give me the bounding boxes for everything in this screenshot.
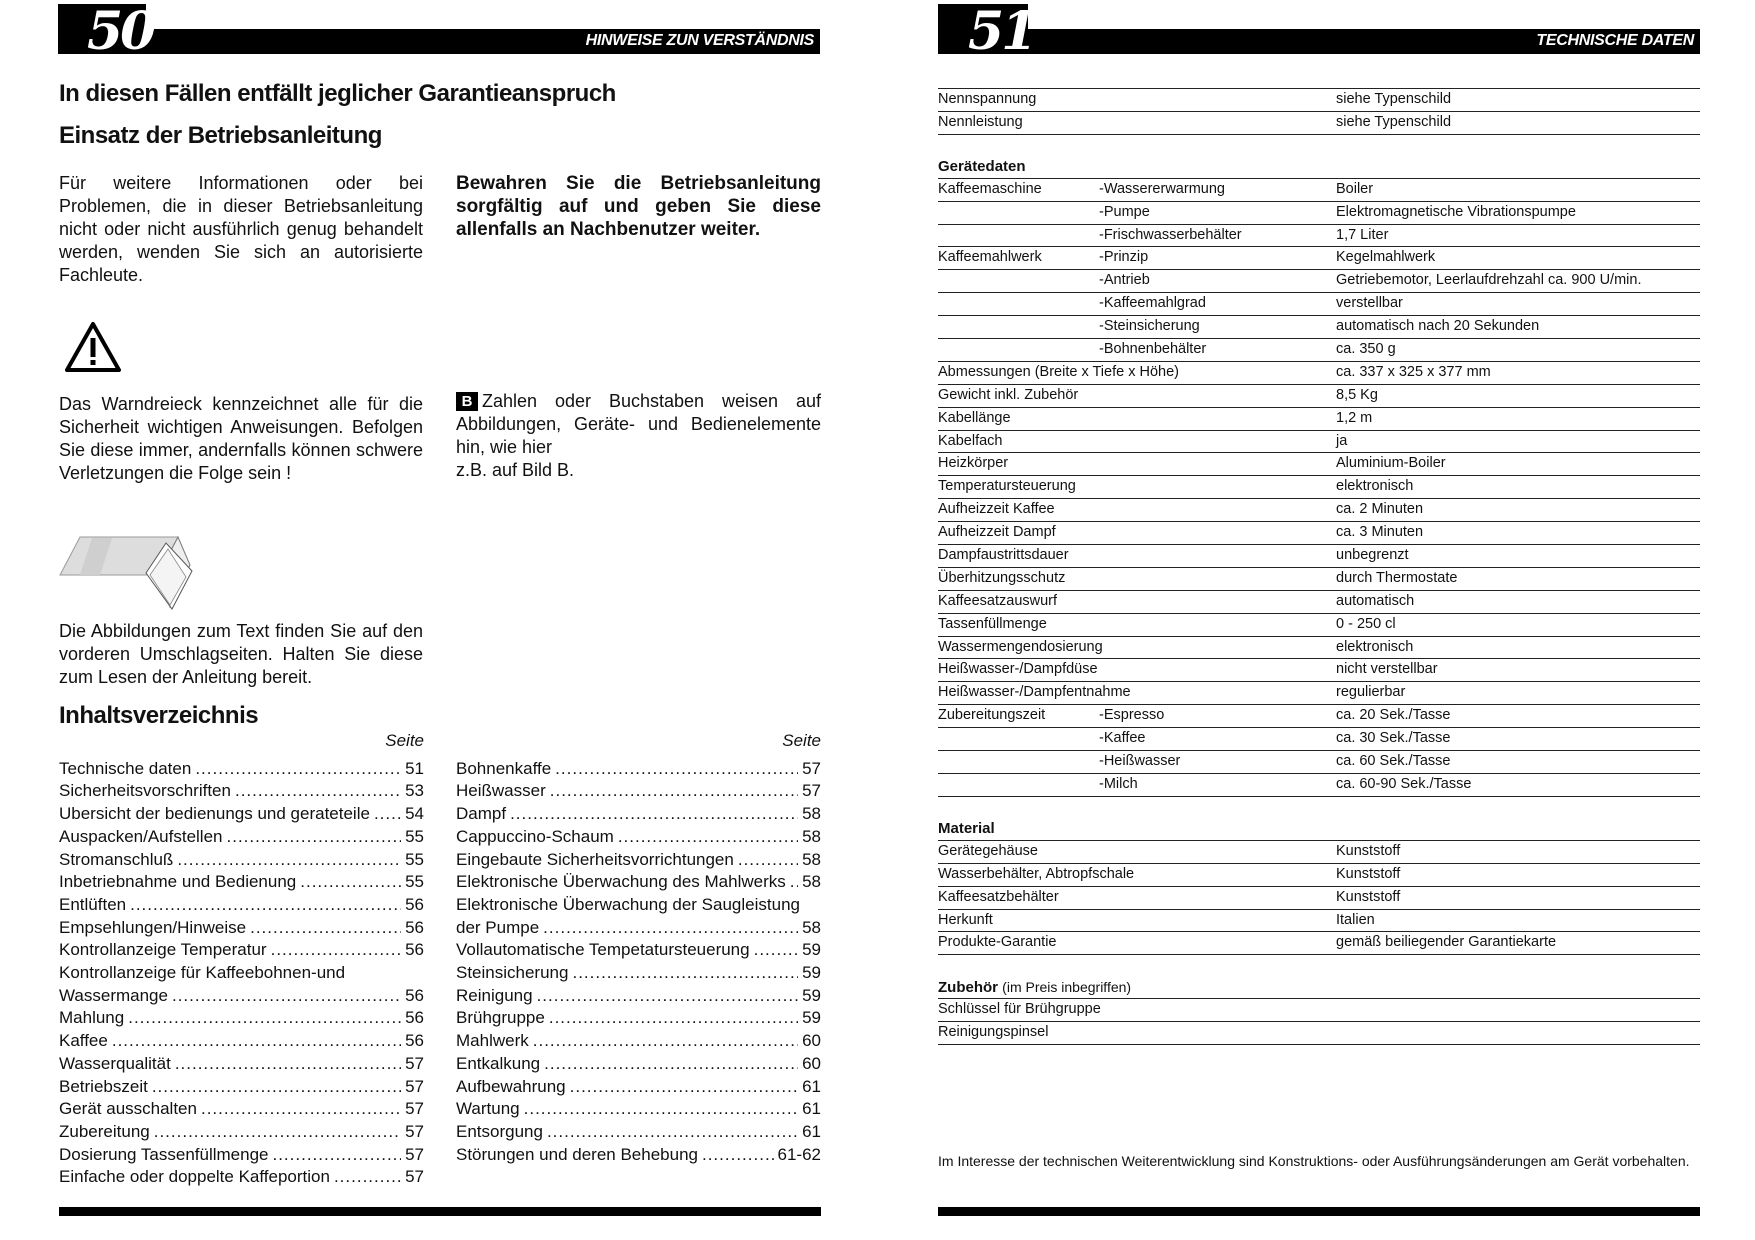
toc-dot-leader xyxy=(300,871,401,894)
toc-seite-label: Seite xyxy=(385,731,424,750)
toc-dot-leader xyxy=(754,939,798,962)
spec-value: Aluminium-Boiler xyxy=(1336,455,1446,472)
spec-value: siehe Typenschild xyxy=(1336,113,1452,130)
toc-entry-title: Kaffee xyxy=(59,1031,108,1051)
toc-entry xyxy=(59,780,424,803)
spec-label: Heißwasser-/Dampfentnahme xyxy=(938,684,1131,701)
toc-dot-leader xyxy=(334,1166,401,1189)
spec-value: ca. 2 Minuten xyxy=(1336,501,1424,518)
toc-entry-page: 59 xyxy=(802,1008,821,1028)
spec-value: ca. 350 g xyxy=(1336,341,1396,358)
toc-entry-title: Aufbewahrung xyxy=(456,1076,566,1096)
warning-triangle-icon xyxy=(64,321,122,373)
toc-entry xyxy=(59,1166,424,1189)
spec-label: Dampfaustrittsdauer xyxy=(938,547,1069,564)
toc-dot-leader xyxy=(544,1053,798,1076)
spec-label: Heißwasser-/Dampfdüse xyxy=(938,661,1098,678)
spec-row xyxy=(938,887,1700,910)
toc-entry xyxy=(456,780,821,803)
header-bar xyxy=(938,29,1700,54)
toc-dot-leader xyxy=(510,803,798,826)
toc-entry-title: Heißwasser xyxy=(456,781,546,801)
toc-dot-leader xyxy=(271,939,401,962)
toc-entry-title: Inbetriebnahme und Bedienung xyxy=(59,872,297,892)
toc-entry xyxy=(456,758,821,781)
spec-row xyxy=(938,841,1700,864)
toc-dot-leader xyxy=(227,826,402,849)
toc-entry-title: Kontrollanzeige für Kaffeebohnen-und xyxy=(59,963,346,983)
spec-value: ca. 60-90 Sek./Tasse xyxy=(1336,775,1472,792)
spec-value: ca. 20 Sek./Tasse xyxy=(1336,707,1451,724)
toc-entry xyxy=(456,849,821,872)
toc-entry-page: 57 xyxy=(802,781,821,801)
toc-entry xyxy=(456,803,821,826)
spec-value: automatisch nach 20 Sekunden xyxy=(1336,318,1540,335)
toc-entry-page: 59 xyxy=(802,985,821,1005)
toc-entry xyxy=(456,1030,821,1053)
spec-value: Elektromagnetische Vibrationspumpe xyxy=(1336,203,1576,220)
toc-entry xyxy=(59,1030,424,1053)
toc-entry-title: Steinsicherung xyxy=(456,963,569,983)
spec-label: Schlüssel für Brühgruppe xyxy=(938,1001,1101,1018)
toc-seite-label: Seite xyxy=(782,731,821,750)
toc-entry-page: 55 xyxy=(405,872,424,892)
toc-dot-leader xyxy=(547,1121,798,1144)
toc-entry-page: 57 xyxy=(405,1076,424,1096)
spec-sub-label: -Wassererwarmung xyxy=(1099,180,1225,197)
toc-dot-leader xyxy=(235,780,401,803)
spec-row xyxy=(938,568,1700,591)
spec-row xyxy=(938,179,1700,202)
toc-dot-leader xyxy=(804,894,817,917)
toc-entry xyxy=(456,985,821,1008)
header-bar xyxy=(58,29,820,54)
spec-row xyxy=(938,339,1700,362)
spec-row xyxy=(938,728,1700,751)
spec-row xyxy=(938,1022,1700,1045)
toc-entry-title: Dampf xyxy=(456,804,507,824)
spec-value: Kunststoff xyxy=(1336,842,1401,859)
toc-entry-title: Sicherheitsvorschriften xyxy=(59,781,231,801)
spec-value: elektronisch xyxy=(1336,478,1414,495)
spec-row xyxy=(938,89,1700,112)
toc-entry xyxy=(59,894,424,917)
spec-label: Gerätegehäuse xyxy=(938,842,1038,859)
letter-badge: B xyxy=(456,392,478,411)
toc-entry-title: Dosierung Tassenfüllmenge xyxy=(59,1144,269,1164)
spec-value: ca. 30 Sek./Tasse xyxy=(1336,730,1451,747)
toc-entry-page: 56 xyxy=(405,1031,424,1051)
toc-entry-page: 58 xyxy=(802,917,821,937)
spec-sub-label: -Kaffee xyxy=(1099,730,1146,747)
spec-row xyxy=(938,431,1700,454)
spec-label: Kabellänge xyxy=(938,409,1011,426)
spec-row xyxy=(938,751,1700,774)
spec-row xyxy=(938,659,1700,682)
toc-entry xyxy=(456,962,821,985)
toc-dot-leader xyxy=(154,1121,401,1144)
toc-entry xyxy=(456,826,821,849)
toc-entry-page: 53 xyxy=(405,781,424,801)
spec-row xyxy=(938,932,1700,955)
toc-entry-page: 55 xyxy=(405,826,424,846)
header-title: HINWEISE ZUN VERSTÄNDNIS xyxy=(585,32,814,49)
spec-value: 0 - 250 cl xyxy=(1336,615,1396,632)
toc-entry-title: Technische daten xyxy=(59,758,192,778)
toc-dot-leader xyxy=(177,849,401,872)
spec-value: ca. 60 Sek./Tasse xyxy=(1336,753,1451,770)
spec-value: Kunststoff xyxy=(1336,888,1401,905)
toc-dot-leader xyxy=(201,1098,401,1121)
toc-entry-title: Empsehlungen/Hinweise xyxy=(59,917,247,937)
spec-label: Gewicht inkl. Zubehör xyxy=(938,386,1079,403)
toc-entry xyxy=(59,1121,424,1144)
toc-dot-leader xyxy=(537,985,799,1008)
spec-sub-label: -Heißwasser xyxy=(1099,753,1181,770)
toc-entry-page: 57 xyxy=(405,1121,424,1141)
spec-row xyxy=(938,682,1700,705)
page-number: 51 xyxy=(968,1,1035,62)
material-section xyxy=(938,841,1700,955)
spec-sub-label: -Milch xyxy=(1099,775,1138,792)
spec-value: Kegelmahlwerk xyxy=(1336,249,1436,266)
spec-row xyxy=(938,247,1700,270)
toc-entry-page: 58 xyxy=(802,804,821,824)
toc-dot-leader xyxy=(524,1098,798,1121)
spec-value: nicht verstellbar xyxy=(1336,661,1438,678)
device-section xyxy=(938,179,1700,797)
accessories-heading-label: Zubehör xyxy=(938,979,998,997)
spec-row xyxy=(938,522,1700,545)
toc-entry-page: 56 xyxy=(405,917,424,937)
toc-entry-title: Ubersicht der bedienungs und gerateteile xyxy=(59,804,370,824)
spec-row xyxy=(938,362,1700,385)
spec-label: Kaffeesatzbehälter xyxy=(938,888,1059,905)
accessories-note: (im Preis inbegriffen) xyxy=(1002,979,1132,996)
toc-entry-page: 57 xyxy=(405,1099,424,1119)
toc-entry xyxy=(59,871,424,894)
toc-entry xyxy=(59,758,424,781)
spec-row xyxy=(938,293,1700,316)
spec-label: Kaffeemaschine xyxy=(938,180,1042,197)
warning-paragraph: Das Warndreieck kennzeichnet alle für die Sicherheit wichtigen Anweisungen. Befolgen Sie diese immer, andernfalls können schwere Verletzungen die Folge sein ! xyxy=(59,394,423,483)
toc-entry-page: 61-62 xyxy=(777,1144,821,1164)
spec-value: ca. 337 x 325 x 377 mm xyxy=(1336,363,1491,380)
spec-sub-label: -Pumpe xyxy=(1099,203,1150,220)
toc-heading: Inhaltsverzeichnis xyxy=(59,702,259,729)
toc-entry-page: 58 xyxy=(802,826,821,846)
spec-sub-label: -Espresso xyxy=(1099,707,1165,724)
footnote: Im Interesse der technischen Weiterentwicklung sind Konstruktions- oder Ausführungsänderungen am Gerät vorbehalten. xyxy=(938,1153,1690,1169)
bottom-rule xyxy=(59,1207,821,1216)
toc-dot-leader xyxy=(272,1144,401,1167)
spec-row xyxy=(938,999,1700,1022)
toc-dot-leader xyxy=(349,962,420,985)
spec-sub-label: -Frischwasserbehälter xyxy=(1099,226,1242,243)
toc-entry xyxy=(59,962,424,985)
spec-row xyxy=(938,270,1700,293)
spec-value: verstellbar xyxy=(1336,295,1403,312)
spec-label: Abmessungen (Breite x Tiefe x Höhe) xyxy=(938,363,1179,380)
accessories-heading xyxy=(938,976,1700,999)
spec-row xyxy=(938,453,1700,476)
toc-entry-page: 56 xyxy=(405,894,424,914)
bottom-rule xyxy=(938,1207,1700,1216)
spec-row xyxy=(938,774,1700,797)
toc-entry xyxy=(59,1076,424,1099)
toc-entry xyxy=(456,1121,821,1144)
spec-value: elektronisch xyxy=(1336,638,1414,655)
spec-value: durch Thermostate xyxy=(1336,569,1458,586)
toc-entry-page: 51 xyxy=(405,758,424,778)
toc-entry-title: Störungen und deren Behebung xyxy=(456,1144,698,1164)
toc-dot-leader xyxy=(533,1030,798,1053)
illustrations-paragraph: Die Abbildungen zum Text finden Sie auf den vorderen Umschlagseiten. Halten Sie diese zum Lesen der Anleitung bereit. xyxy=(59,621,423,687)
toc-entry-title: Elektronische Überwachung der Saugleistung xyxy=(456,894,800,914)
spec-row xyxy=(938,591,1700,614)
spec-label: Überhitzungsschutz xyxy=(938,569,1066,586)
toc-dot-leader xyxy=(152,1076,401,1099)
spec-row xyxy=(938,864,1700,887)
toc-dot-leader xyxy=(130,894,401,917)
toc-entry xyxy=(456,894,821,917)
spec-row xyxy=(938,112,1700,135)
toc-entry-page: 60 xyxy=(802,1031,821,1051)
spec-value: siehe Typenschild xyxy=(1336,91,1452,107)
toc-entry xyxy=(456,1053,821,1076)
spec-value: ja xyxy=(1336,432,1348,449)
toc-dot-leader xyxy=(550,780,798,803)
toc-entry-title: Betriebszeit xyxy=(59,1076,148,1096)
spec-row xyxy=(938,202,1700,225)
letters-text: Zahlen oder Buchstaben weisen auf Abbildungen, Geräte- und Bedienelemente hin, wie hier xyxy=(456,391,821,457)
toc-entry xyxy=(456,1076,821,1099)
spec-sub-label: -Bohnenbehälter xyxy=(1099,341,1207,358)
toc-entry-title: Vollautomatische Tempetatursteuerung xyxy=(456,940,750,960)
spec-value: ca. 3 Minuten xyxy=(1336,524,1424,541)
spec-row xyxy=(938,545,1700,568)
toc-entry xyxy=(59,1007,424,1030)
right-page xyxy=(878,0,1755,1240)
spec-row xyxy=(938,225,1700,248)
spec-label: Reinigungspinsel xyxy=(938,1024,1049,1041)
toc-entry-page: 61 xyxy=(802,1121,821,1141)
spec-sub-label: -Kaffeemahlgrad xyxy=(1099,295,1206,312)
toc-dot-leader xyxy=(790,871,798,894)
spec-label: Kaffeemahlwerk xyxy=(938,249,1042,266)
toc-entry-page: 57 xyxy=(405,1144,424,1164)
spec-value: 1,2 m xyxy=(1336,409,1373,426)
toc-entry xyxy=(456,871,821,894)
toc-entry-title: Entsorgung xyxy=(456,1121,543,1141)
spec-label: Aufheizzeit Dampf xyxy=(938,524,1056,541)
toc-entry-page: 58 xyxy=(802,849,821,869)
toc-entry xyxy=(59,826,424,849)
keep-manual-paragraph: Bewahren Sie die Betriebsanleitung sorgfältig auf und geben Sie diese allenfalls an Nachbenutzer weiter. xyxy=(456,173,821,240)
spec-sub-label: -Steinsicherung xyxy=(1099,318,1200,335)
spec-row xyxy=(938,637,1700,660)
spec-sub-label: -Prinzip xyxy=(1099,249,1149,266)
letters-example: z.B. auf Bild B. xyxy=(456,460,575,480)
toc-entry xyxy=(59,849,424,872)
toc-entry-page: 56 xyxy=(405,1008,424,1028)
toc-entry-page: 59 xyxy=(802,963,821,983)
toc-entry-title: Bohnenkaffe xyxy=(456,758,552,778)
toc-entry xyxy=(59,939,424,962)
toc-entry-title: Mahlwerk xyxy=(456,1031,529,1051)
spec-label: Tassenfüllmenge xyxy=(938,615,1047,632)
toc-dot-leader xyxy=(555,758,798,781)
spec-value: Boiler xyxy=(1336,180,1374,197)
toc-entry-title: Elektronische Überwachung des Mahlwerks xyxy=(456,872,786,892)
spec-row xyxy=(938,385,1700,408)
toc-entry-title: Wartung xyxy=(456,1099,520,1119)
toc-entry xyxy=(456,939,821,962)
toc-dot-leader xyxy=(549,1007,798,1030)
toc-entry-title: Zubereitung xyxy=(59,1121,150,1141)
spec-row xyxy=(938,476,1700,499)
toc-entry-title: der Pumpe xyxy=(456,917,540,937)
toc-entry-title: Stromanschluß xyxy=(59,849,174,869)
open-booklet-icon xyxy=(58,535,196,613)
spec-value: Getriebemotor, Leerlaufdrehzahl ca. 900 U/min. xyxy=(1336,272,1642,289)
letters-paragraph xyxy=(456,390,821,482)
toc-entry-page: 61 xyxy=(802,1076,821,1096)
toc-entry-page: 54 xyxy=(405,804,424,824)
spec-value: regulierbar xyxy=(1336,684,1406,701)
toc-entry xyxy=(456,1007,821,1030)
toc-dot-leader xyxy=(128,1007,401,1030)
device-heading: Gerätedaten xyxy=(938,156,1700,179)
toc-entry-page: 58 xyxy=(802,872,821,892)
toc-entry-page: 57 xyxy=(405,1167,424,1187)
spec-table xyxy=(938,88,1700,1045)
toc-entry xyxy=(456,1098,821,1121)
spec-label: Herkunft xyxy=(938,911,993,928)
material-heading: Material xyxy=(938,818,1700,841)
spec-label: Aufheizzeit Kaffee xyxy=(938,501,1055,518)
spec-label: Zubereitungszeit xyxy=(938,707,1046,724)
toc-dot-leader xyxy=(112,1030,401,1053)
toc-entry xyxy=(59,985,424,1008)
accessories-section xyxy=(938,999,1700,1045)
toc-dot-leader xyxy=(374,803,401,826)
general-section xyxy=(938,88,1700,135)
toc-entry xyxy=(59,1053,424,1076)
toc-entry-title: Mahlung xyxy=(59,1008,125,1028)
spec-row xyxy=(938,408,1700,431)
intro-paragraph: Für weitere Informationen oder bei Problemen, die in dieser Betriebsanleitung nicht oder nicht ausführlich genug behandelt werden, wenden Sie sich an autorisierte Fachleute. xyxy=(59,173,423,285)
header-title: TECHNISCHE DATEN xyxy=(1536,32,1694,49)
spec-value: gemäß beiliegender Garantiekarte xyxy=(1336,934,1557,951)
toc-entry-title: Einfache oder doppelte Kaffeportion xyxy=(59,1167,330,1187)
toc-column-2 xyxy=(456,730,821,1166)
toc-entry xyxy=(456,1144,821,1167)
spec-label: Wasserbehälter, Abtropfschale xyxy=(938,865,1135,882)
spec-label: Temperatursteuerung xyxy=(938,478,1076,495)
toc-entry-page: 57 xyxy=(405,1053,424,1073)
toc-entry-page: 55 xyxy=(405,849,424,869)
toc-dot-leader xyxy=(175,1053,401,1076)
spec-value: Kunststoff xyxy=(1336,865,1401,882)
spec-label: Nennspannung xyxy=(938,91,1037,107)
spec-row xyxy=(938,910,1700,933)
toc-entry-page: 57 xyxy=(802,758,821,778)
toc-dot-leader xyxy=(618,826,798,849)
spec-row xyxy=(938,614,1700,637)
spec-label: Wassermengendosierung xyxy=(938,638,1103,655)
spec-value: unbegrenzt xyxy=(1336,547,1409,564)
spec-row xyxy=(938,705,1700,728)
toc-entry-title: Auspacken/Aufstellen xyxy=(59,826,223,846)
toc-entry xyxy=(59,1144,424,1167)
spec-label: Kaffeesatzauswurf xyxy=(938,592,1058,609)
toc-dot-leader xyxy=(195,758,401,781)
toc-entry-title: Wassermange xyxy=(59,985,168,1005)
heading-usage: Einsatz der Betriebsanleitung xyxy=(59,122,382,149)
toc-dot-leader xyxy=(738,849,798,872)
toc-dot-leader xyxy=(702,1144,774,1167)
toc-entry xyxy=(59,917,424,940)
toc-column-1 xyxy=(59,730,424,1189)
toc-entry-title: Wasserqualität xyxy=(59,1053,171,1073)
toc-entry-title: Kontrollanzeige Temperatur xyxy=(59,940,267,960)
toc-entry xyxy=(59,1098,424,1121)
toc-entry-page: 56 xyxy=(405,985,424,1005)
toc-entry-title: Brühgruppe xyxy=(456,1008,545,1028)
toc-dot-leader xyxy=(543,917,798,940)
heading-guarantee: In diesen Fällen entfällt jeglicher Garantieanspruch xyxy=(59,80,616,107)
toc-entry-page: 59 xyxy=(802,940,821,960)
toc-entry-page: 60 xyxy=(802,1053,821,1073)
page-number: 50 xyxy=(87,1,154,62)
toc-dot-leader xyxy=(572,962,798,985)
toc-dot-leader xyxy=(570,1076,798,1099)
spec-sub-label: -Antrieb xyxy=(1099,272,1150,289)
spec-row xyxy=(938,499,1700,522)
spec-value: 1,7 Liter xyxy=(1336,226,1389,243)
toc-entry-page: 61 xyxy=(802,1099,821,1119)
toc-entry-title: Entkalkung xyxy=(456,1053,541,1073)
toc-dot-leader xyxy=(250,917,401,940)
toc-entry-title: Entlüften xyxy=(59,894,127,914)
toc-entry-title: Gerät ausschalten xyxy=(59,1099,197,1119)
page-number-box xyxy=(938,1,1035,62)
toc-entry-title: Reinigung xyxy=(456,985,533,1005)
toc-dot-leader xyxy=(172,985,401,1008)
page-number-box xyxy=(58,1,154,62)
spec-label: Produkte-Garantie xyxy=(938,934,1057,951)
toc-entry-title: Cappuccino-Schaum xyxy=(456,826,614,846)
toc-entry xyxy=(456,917,821,940)
spec-value: Italien xyxy=(1336,911,1375,928)
spec-row xyxy=(938,316,1700,339)
toc-entry-title: Eingebaute Sicherheitsvorrichtungen xyxy=(456,849,734,869)
spec-label: Heizkörper xyxy=(938,455,1009,472)
spec-value: automatisch xyxy=(1336,592,1415,609)
spec-label: Kabelfach xyxy=(938,432,1003,449)
spec-value: 8,5 Kg xyxy=(1336,386,1378,403)
spec-label: Nennleistung xyxy=(938,113,1023,130)
toc-entry xyxy=(59,803,424,826)
toc-entry-page: 56 xyxy=(405,940,424,960)
